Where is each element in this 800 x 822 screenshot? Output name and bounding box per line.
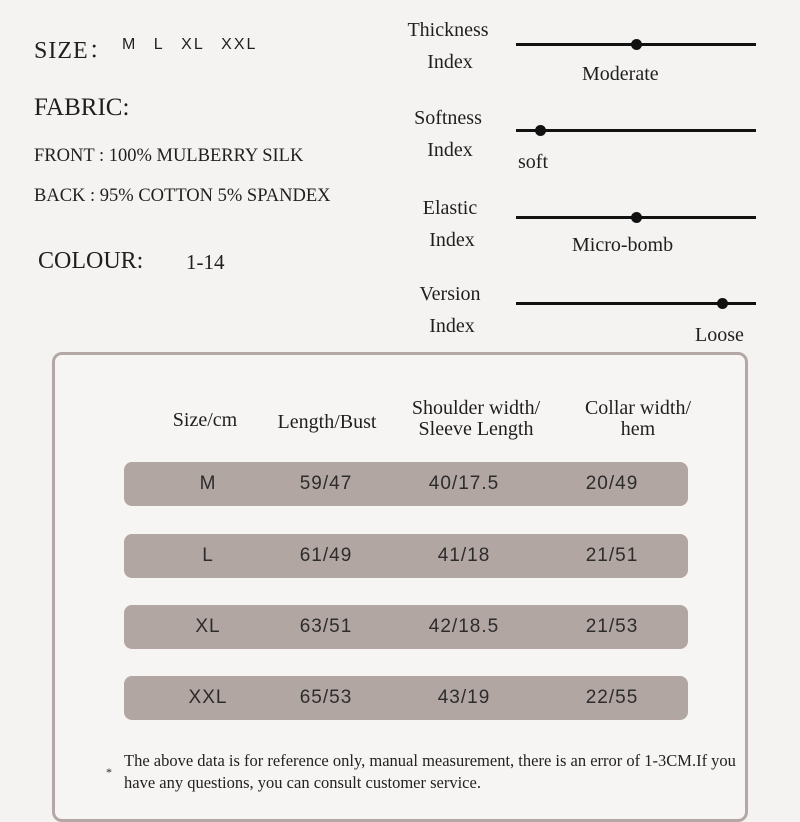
- size-options: [122, 36, 267, 54]
- index-name: Softness: [414, 107, 482, 129]
- colour-label: COLOUR:: [38, 248, 144, 274]
- index-marker: [717, 298, 728, 309]
- header-collar-line2: hem: [620, 418, 656, 440]
- header-collar: [566, 398, 710, 440]
- cell-collar: 20/49: [585, 473, 639, 494]
- cell-length: 61/49: [299, 545, 353, 566]
- index-name: Thickness: [407, 19, 489, 41]
- header-size: Size/cm: [172, 409, 238, 431]
- cell-length: 63/51: [299, 616, 353, 637]
- index-name: Index: [429, 315, 475, 337]
- size-option: M: [122, 36, 138, 53]
- index-value: soft: [518, 151, 548, 173]
- table-row: [124, 676, 688, 720]
- table-row: [124, 534, 688, 578]
- size-option: L: [153, 36, 165, 53]
- cell-shoulder: 41/18: [437, 545, 491, 566]
- cell-size: L: [202, 545, 214, 566]
- cell-size: XXL: [188, 687, 228, 708]
- cell-length: 59/47: [299, 473, 353, 494]
- cell-length: 65/53: [299, 687, 353, 708]
- index-value: Micro-bomb: [572, 234, 674, 256]
- cell-collar: 21/53: [585, 616, 639, 637]
- size-option: XL: [181, 36, 205, 53]
- index-value: Moderate: [582, 63, 659, 85]
- cell-size: M: [199, 473, 217, 494]
- cell-collar: 22/55: [585, 687, 639, 708]
- index-name: Index: [427, 139, 473, 161]
- size-label: SIZE：: [34, 38, 114, 64]
- cell-collar: 21/51: [585, 545, 639, 566]
- note-asterisk: *: [106, 765, 112, 779]
- header-shoulder: [392, 398, 560, 440]
- table-row: [124, 462, 688, 506]
- cell-shoulder: 43/19: [437, 687, 491, 708]
- header-length-bust: Length/Bust: [277, 411, 377, 433]
- index-name: Version: [419, 283, 481, 305]
- cell-size: XL: [195, 616, 221, 637]
- cell-shoulder: 42/18.5: [428, 616, 500, 637]
- index-name: Index: [429, 229, 475, 251]
- colour-value: 1-14: [186, 250, 225, 274]
- size-option: XXL: [221, 36, 258, 53]
- fabric-title: FABRIC:: [34, 94, 130, 121]
- header-shoulder-line2: Sleeve Length: [418, 418, 534, 440]
- index-marker: [631, 39, 642, 50]
- index-marker: [631, 212, 642, 223]
- index-marker: [535, 125, 546, 136]
- table-row: [124, 605, 688, 649]
- index-name: Elastic: [422, 197, 478, 219]
- fabric-back: BACK : 95% COTTON 5% SPANDEX: [34, 186, 331, 206]
- header-collar-line1: Collar width/: [584, 397, 692, 419]
- fabric-front: FRONT : 100% MULBERRY SILK: [34, 146, 304, 166]
- cell-shoulder: 40/17.5: [428, 473, 500, 494]
- index-track: [516, 129, 756, 132]
- disclaimer-note: The above data is for reference only, manual measurement, there is an error of 1-3CM.If you have any questions, you can consult customer service.: [124, 751, 736, 792]
- header-shoulder-line1: Shoulder width/: [411, 397, 541, 419]
- index-name: Index: [427, 51, 473, 73]
- index-value: Loose: [695, 324, 744, 346]
